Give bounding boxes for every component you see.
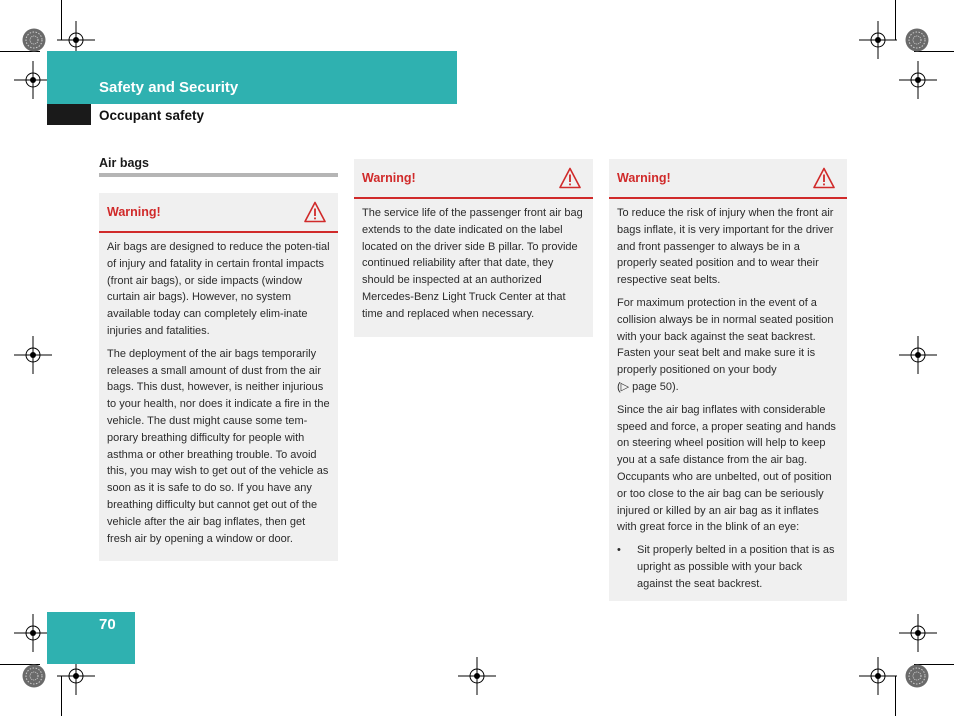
warning-box-seating-position — [609, 159, 847, 601]
registration-mark-icon — [14, 336, 52, 374]
registration-mark-icon — [859, 657, 897, 695]
warning-paragraph: To reduce the risk of injury when the front air bags inflate, it is very important for the driver and front passenger to always be in a properly seated position and to wear their respective seat belts. — [617, 207, 834, 287]
warning-header — [99, 193, 338, 233]
registration-mark-icon — [859, 21, 897, 59]
page-number-tab — [47, 612, 135, 664]
warning-triangle-icon — [304, 201, 326, 223]
column-heading: Air bags — [99, 156, 150, 170]
warning-paragraph: Since the air bag inflates with considerable speed and force, a proper seating and hands on steering wheel position will help to keep you at a safe distance from the air bag. Occupants who are unbelted, out of position or too close to the air bag can be seriously injured or killed by an air bag as it inflates with great force in the blink of an eye: — [617, 403, 836, 534]
star-target-icon — [905, 664, 929, 688]
warning-paragraph — [617, 295, 839, 396]
registration-mark-icon — [899, 614, 937, 652]
subsection-marker — [47, 104, 91, 125]
warning-header — [609, 159, 847, 199]
bullet-text: Sit properly belted in a position that is as upright as possible with your back against the seat backrest. — [637, 544, 835, 590]
warning-triangle-icon — [813, 167, 835, 189]
warning-header — [354, 159, 593, 199]
warning-paragraph: The service life of the passenger front air bag extends to the date indicated on the label located on the driver side B pillar. To provide continued reliability after that date, they should be inspected at an authorized Mercedes-Benz Light Truck Center at that time and replaced when necessary. — [362, 207, 583, 320]
warning-paragraph-text: For maximum protection in the event of a collision always be in normal seated position with your back against the seat backrest. Fasten your seat belt and make sure it is properly positioned on your body — [617, 296, 834, 377]
heading-divider — [99, 173, 338, 177]
warning-paragraph: The deployment of the air bags temporarily releases a small amount of dust from the air bags. This dust, however, is neither injurious to your health, nor does it indicate a fire in the vehicle. The dust might cause some tem-porary breathing difficulty for people with asthma or other breathing trouble. To avoid this, you may wish to get out of the vehicle as soon as it is safe to do so. If you have any breathing difficulty but cannot get out of the vehicle after the air bag inflates, then get fresh air by opening a window or door. — [107, 347, 330, 545]
warning-label: Warning! — [617, 171, 671, 185]
page-number: 70 — [99, 616, 116, 633]
registration-mark-icon — [899, 61, 937, 99]
registration-mark-icon — [899, 336, 937, 374]
bullet-icon: • — [617, 544, 621, 557]
warning-body — [99, 233, 338, 561]
subsection-title: Occupant safety — [99, 108, 205, 123]
page-reference-link[interactable]: (▷ page 50). — [617, 380, 679, 393]
warning-box-service-life — [354, 159, 593, 337]
warning-label: Warning! — [362, 171, 416, 185]
star-target-icon — [22, 28, 46, 52]
list-item — [617, 542, 839, 592]
warning-paragraph: Air bags are designed to reduce the poten-tial of injury and fatality in certain frontal impacts (front air bags), or side impacts (window curtain air bags). However, no system available today can completely elim-inate injuries and fatalities. — [107, 241, 330, 337]
warning-triangle-icon — [559, 167, 581, 189]
section-title: Safety and Security — [99, 79, 239, 96]
warning-box-airbags — [99, 193, 338, 561]
star-target-icon — [905, 28, 929, 52]
section-header-band — [47, 51, 457, 104]
warning-body — [609, 199, 847, 601]
warning-body — [354, 199, 593, 337]
warning-label: Warning! — [107, 205, 161, 219]
registration-mark-icon — [458, 657, 496, 695]
star-target-icon — [22, 664, 46, 688]
